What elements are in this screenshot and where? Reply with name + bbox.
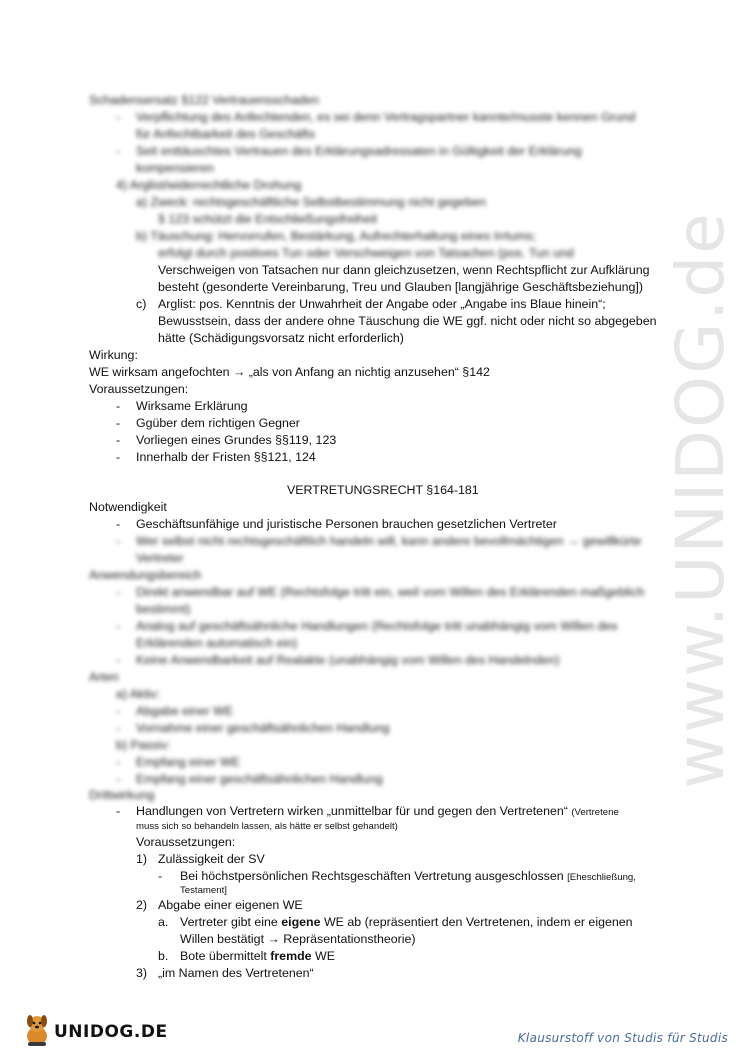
bullet-dash: - xyxy=(116,399,121,413)
text-line: b) Täuschung: Hervorrufen, Bestärkung, Aufrechterhaltung eines Irrtums; xyxy=(136,229,536,243)
list-item xyxy=(180,948,335,965)
list-number: c) xyxy=(136,297,147,311)
text-line: Voraussetzungen: xyxy=(136,835,236,849)
text-line: bestimmt) xyxy=(136,602,191,616)
text-line: für Anfechtbarkeit des Geschäfts xyxy=(136,127,316,141)
bullet-dash: - xyxy=(116,433,121,447)
section-label-notwendigkeit: Notwendigkeit xyxy=(89,500,167,514)
bullet-dash: - xyxy=(116,721,121,735)
bullet-dash: - xyxy=(116,653,121,667)
text-main: Vertreter gibt eine xyxy=(180,915,282,929)
list-item: Abgabe einer eigenen WE xyxy=(158,898,303,912)
text-line: erfolgt durch positives Tun oder Verschweigen von Tatsachen (pos. Tun und xyxy=(158,246,574,260)
text-note: [Eheschließung, xyxy=(567,872,636,883)
list-item: Geschäftsunfähige und juristische Personen brauchen gesetzlichen Vertreter xyxy=(136,517,557,531)
text-line: hätte (Schädigungsvorsatz nicht erforderlich) xyxy=(158,331,404,345)
text-line: besteht (gesonderte Vereinbarung, Treu und Glauben [langjährige Geschäftsbeziehung]) xyxy=(158,280,643,294)
bullet-dash: - xyxy=(116,585,121,599)
text-note: (Vertretene xyxy=(571,807,619,818)
footer-slogan: Klausurstoff von Studis für Studis xyxy=(517,1031,728,1045)
bullet-dash: - xyxy=(158,869,163,883)
section-heading: VERTRETUNGSRECHT §164-181 xyxy=(287,483,479,497)
text-line: § 123 schützt die Entschließungsfreiheit xyxy=(158,212,378,226)
text-line: Empfang einer WE xyxy=(136,755,240,769)
text-line: Direkt anwendbar auf WE (Rechtsfolge tritt ein, weil vom Willen des Erklärenden maßgeblich xyxy=(136,585,645,599)
bullet-dash: - xyxy=(116,804,121,818)
text-bold: eigene xyxy=(281,915,321,929)
dog-mascot-icon xyxy=(22,1012,52,1048)
list-letter: a. xyxy=(158,915,169,929)
text-line: Verpflichtung des Anfechtenden, es sei denn Vertragspartner kannte/musste kennen Grund xyxy=(136,110,636,124)
text-line: 4) Arglist/widerrechtliche Drohung xyxy=(116,178,302,192)
text-line: Empfang einer geschäftsähnlichen Handlung xyxy=(136,772,383,786)
text-line: Verschweigen von Tatsachen nur dann gleichzusetzen, wenn Rechtspflicht zur Aufklärung xyxy=(158,263,650,277)
list-item: Zulässigkeit der SV xyxy=(158,852,265,866)
list-letter: b. xyxy=(158,949,169,963)
text-line: Willen bestätigt → Repräsentationstheorie) xyxy=(180,932,416,946)
bullet-dash: - xyxy=(116,619,121,633)
text-line: a) Aktiv: xyxy=(116,687,161,701)
logo-text: UNIDOG.DE xyxy=(54,1022,168,1042)
text-main: Bei höchstpersönlichen Rechtsgeschäften Vertretung ausgeschlossen xyxy=(180,869,564,883)
list-item: Innerhalb der Fristen §§121, 124 xyxy=(136,450,316,464)
text-line: Abgabe einer WE xyxy=(136,704,234,718)
list-item xyxy=(180,868,636,886)
bullet-dash: - xyxy=(116,450,121,464)
bullet-dash: - xyxy=(116,772,121,786)
text-line: Erklärenden automatisch ein) xyxy=(136,636,298,650)
text-line: b) Passiv: xyxy=(116,738,171,752)
text-note: Testament] xyxy=(180,885,227,896)
text-main: Bote übermittelt xyxy=(180,949,271,963)
list-item: „im Namen des Vertretenen“ xyxy=(158,966,314,980)
text-note: muss sich so behandeln lassen, als hätte er selbst gehandelt) xyxy=(136,821,398,832)
list-item: Vorliegen eines Grundes §§119, 123 xyxy=(136,433,337,447)
text-line: Vertreter xyxy=(136,551,184,565)
text-line: Wer selbst nicht rechtsgeschäftlich handeln will, kann andere bevollmächtigen → gewillkürte xyxy=(136,534,642,548)
text-main: Handlungen von Vertretern wirken „unmittelbar für und gegen den Vertretenen“ xyxy=(136,804,568,818)
text-line: Drittwirkung xyxy=(89,788,155,802)
text-line: Seit enttäuschtes Vertrauen des Erklärungsadressaten in Gültigkeit der Erklärung xyxy=(136,144,582,158)
bullet-dash: - xyxy=(116,144,121,158)
text-line: Schadensersatz §122 Vertrauensschaden xyxy=(89,93,320,107)
list-item: Wirksame Erklärung xyxy=(136,399,248,413)
list-number: 3) xyxy=(136,966,148,980)
text-line: Arten xyxy=(89,670,119,684)
list-number: 1) xyxy=(136,852,148,866)
text-line: Bewusstsein, dass der andere ohne Täuschung die WE ggf. nicht oder nicht so abgegeben xyxy=(158,314,657,328)
text-line: Analog auf geschäftsähnliche Handlungen (Rechtsfolge tritt unabhängig vom Willen des xyxy=(136,619,618,633)
list-number: 2) xyxy=(136,898,148,912)
section-label-voraussetzungen: Voraussetzungen: xyxy=(89,382,189,396)
list-item: Ggüber dem richtigen Gegner xyxy=(136,416,300,430)
unidog-logo xyxy=(22,1008,168,1048)
bullet-dash: - xyxy=(116,416,121,430)
text-line: Keine Anwendbarkeit auf Realakte (unabhängig vom Willen des Handelnden) xyxy=(136,653,560,667)
text-main: WE xyxy=(311,949,335,963)
bullet-dash: - xyxy=(116,704,121,718)
text-bold: fremde xyxy=(270,949,312,963)
list-item xyxy=(180,914,633,931)
section-label-wirkung: Wirkung: xyxy=(89,348,138,362)
text-main: WE ab (repräsentiert den Vertretenen, indem er eigenen xyxy=(320,915,633,929)
bullet-dash: - xyxy=(116,517,121,531)
bullet-dash: - xyxy=(116,755,121,769)
text-line: Anwendungsbereich xyxy=(89,568,202,582)
text-line: a) Zweck: rechtsgeschäftliche Selbstbestimmung nicht gegeben xyxy=(136,195,486,209)
text-line: WE wirksam angefochten → „als von Anfang an nichtig anzusehen“ §142 xyxy=(89,365,490,379)
watermark-text: www.UNIDOG.de xyxy=(661,211,739,789)
text-line: Vornahme einer geschäftsähnlichen Handlung xyxy=(136,721,390,735)
bullet-dash: - xyxy=(116,110,121,124)
text-line: Arglist: pos. Kenntnis der Unwahrheit der Angabe oder „Angabe ins Blaue hinein“; xyxy=(158,297,606,311)
bullet-dash: - xyxy=(116,534,121,548)
text-line: kompensieren xyxy=(136,161,214,175)
